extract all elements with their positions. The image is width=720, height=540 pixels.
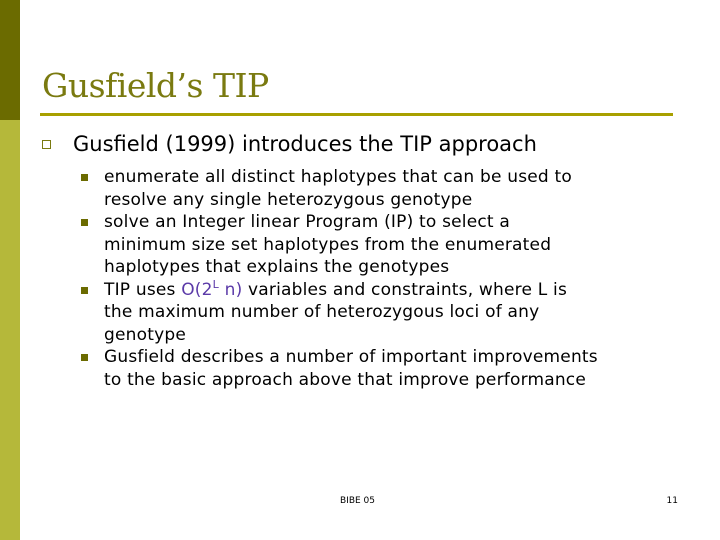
side-bar-dark xyxy=(0,0,20,120)
square-bullet-icon xyxy=(81,354,88,361)
slide-title: Gusfield’s TIP xyxy=(42,66,269,105)
complexity-formula xyxy=(181,277,243,300)
side-bar-light xyxy=(0,120,20,540)
square-bullet-icon xyxy=(81,287,88,294)
page-number: 11 xyxy=(666,496,678,506)
main-bullet-text: Gusfield (1999) introduces the TIP approach xyxy=(73,132,537,156)
sub-bullet-line: solve an Integer linear Program (IP) to select a xyxy=(104,212,511,232)
hollow-square-bullet-icon xyxy=(42,140,51,149)
footer-text: BIBE 05 xyxy=(340,496,376,506)
formula-base: O(2 xyxy=(181,279,213,300)
formula-rest: n) xyxy=(219,279,243,300)
text-suffix: variables and constraints, where L is xyxy=(242,279,568,300)
sub-bullet-line: minimum size set haplotypes from the enumerated xyxy=(104,234,552,255)
title-underline xyxy=(40,113,673,116)
sub-bullet-list xyxy=(81,166,681,391)
sub-bullet-4 xyxy=(81,346,681,391)
formula-exponent: L xyxy=(212,277,219,291)
sub-bullet-3 xyxy=(81,279,681,347)
sub-bullet-line xyxy=(104,279,681,302)
sub-bullet-line: enumerate all distinct haplotypes that can be used to xyxy=(104,167,572,187)
square-bullet-icon xyxy=(81,174,88,181)
square-bullet-icon xyxy=(81,219,88,226)
sub-bullet-line: the maximum number of heterozygous loci of any xyxy=(104,302,540,322)
text-prefix: TIP uses xyxy=(104,279,182,300)
sub-bullet-1 xyxy=(81,166,681,211)
sub-bullet-2 xyxy=(81,211,681,279)
sub-bullet-line: to the basic approach above that improve performance xyxy=(104,369,587,390)
sub-bullet-line: haplotypes that explains the genotypes xyxy=(104,257,450,277)
sub-bullet-line: Gusfield describes a number of important improvements xyxy=(104,347,598,367)
sub-bullet-line: resolve any single heterozygous genotype xyxy=(104,189,473,210)
sub-bullet-line: genotype xyxy=(104,324,187,345)
